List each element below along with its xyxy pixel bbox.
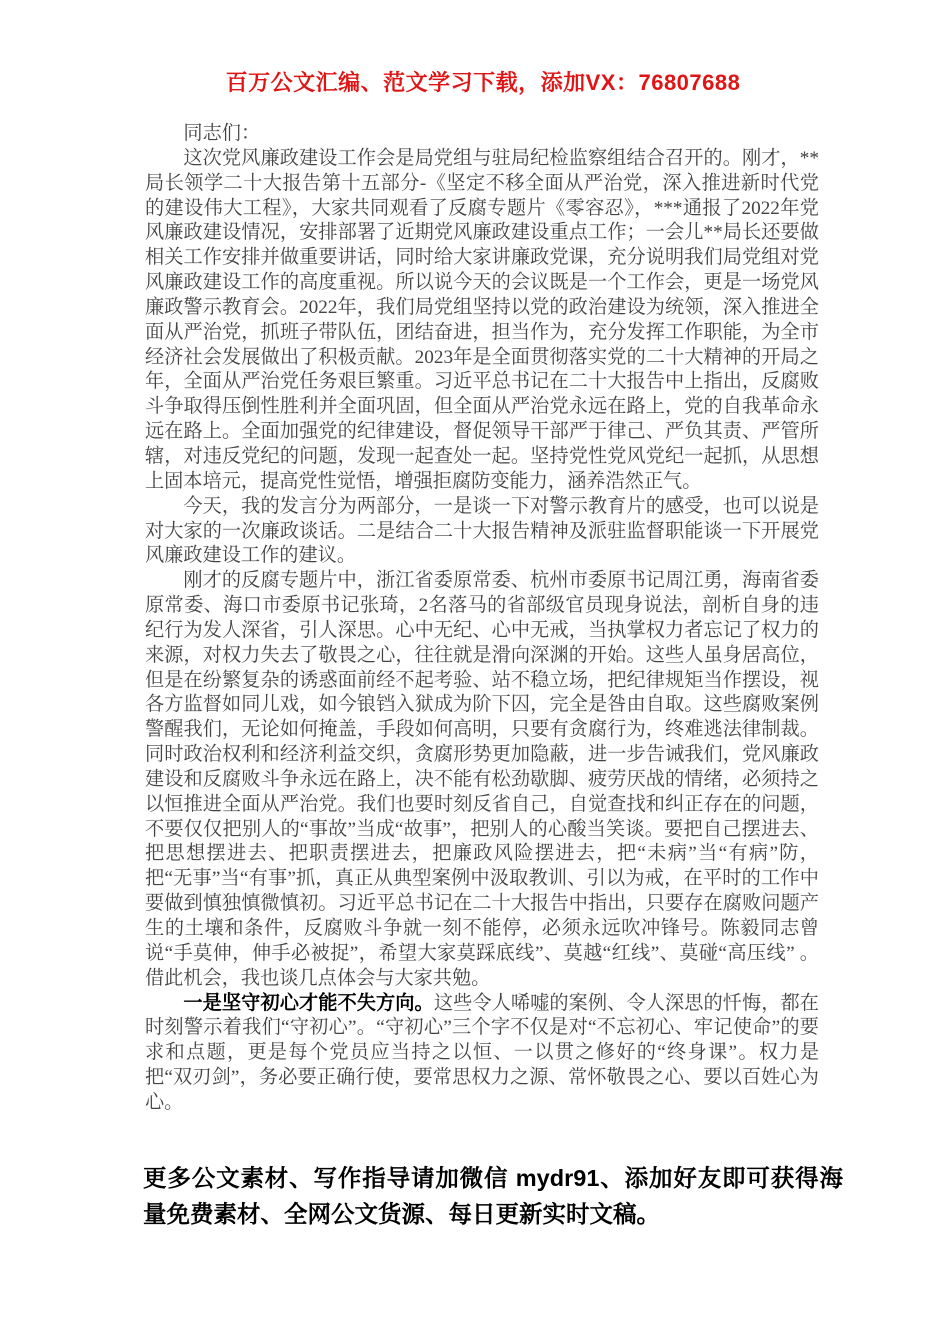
promo-header-text: 百万公文汇编、范文学习下载，添加VX：76807688 [225,70,741,95]
paragraph-text: 刚才的反腐专题片中，浙江省委原常委、杭州市委原书记周江勇，海南省委原常委、海口市委原书记张琦，2名落马的省部级官员现身说法，剖析自身的违纪行为发人深省，引人深思。心中无纪、心中无戒，当执掌权力者忘记了权力的来源，对权力失去了敬畏之心，往往就是滑向深渊的开始。这些人虽身居高位，但是在纷繁复杂的诱惑面前经不起考验、站不稳立场，把纪律规矩当作摆设，视各方监督如同儿戏，如今锒铛入狱成为阶下囚，完全是咎由自取。这些腐败案例警醒我们，无论如何掩盖，手段如何高明，只要有贪腐行为，终难逃法律制裁。同时政治权利和经济利益交织，贪腐形势更加隐蔽，进一步告诫我们，党风廉政建设和反腐败斗争永远在路上，决不能有松劲歇脚、疲劳厌战的情绪，必须持之以恒推进全面从严治党。我们也要时刻反省自己，自觉查找和纠正存在的问题，不要仅仅把别人的“事故”当成“故事”，把别人的心酸当笑谈。要把自己摆进去、把思想摆进去、把职责摆进去，把廉政风险摆进去，把“未病”当“有病”防，把“无事”当“有事”抓，真正从典型案例中汲取教训、引以为戒，在平时的工作中要做到慎独慎微慎初。习近平总书记在二十大报告中指出，只要存在腐败问题产生的土壤和条件，反腐败斗争就一刻不能停，必须永远吹冲锋号。陈毅同志曾说“手莫伸，伸手必被捉”，希望大家莫踩底线”、莫越“红线”、莫碰“高压线” 。借此机会，我也谈几点体会与大家共勉。 [145,570,819,989]
paragraph [145,569,819,991]
paragraph [145,992,819,1116]
paragraph [145,147,819,495]
paragraph-text: 这次党风廉政建设工作会是局党组与驻局纪检监察组结合召开的。刚才，**局长领学二十大报告第十五部分-《坚定不移全面从严治党，深入推进新时代党的建设伟大工程》，大家共同观看了反腐专题片《零容忍》，***通报了2022年党风廉政建设情况，安排部署了近期党风廉政建设重点工作；一会儿**局长还要做相关工作安排并做重要讲话，同时给大家讲廉政党课，充分说明我们局党组对党风廉政建设工作的高度重视。所以说今天的会议既是一个工作会，更是一场党风廉政警示教育会。2022年，我们局党组坚持以党的政治建设为统领，深入推进全面从严治党，抓班子带队伍，团结奋进，担当作为，充分发挥工作职能，为全市经济社会发展做出了积极贡献。2023年是全面贯彻落实党的二十大精神的开局之年，全面从严治党任务艰巨繁重。习近平总书记在二十大报告中上指出，反腐败斗争取得压倒性胜利并全面巩固，但全面从严治党永远在路上，党的自我革命永远在路上。全面加强党的纪律建设，督促领导干部严于律己、严负其责、严管所辖，对违反党纪的问题，发现一起查处一起。坚持党性党风党纪一起抓，从思想上固本培元，提高党性觉悟，增强拒腐防变能力，涵养浩然正气。 [145,147,819,492]
paragraph-bold-lead: 一是坚守初心才能不失方向。 [183,992,434,1014]
paragraph [145,495,819,570]
paragraph-text: 这些令人唏嘘的案例、令人深思的忏悔，都在时刻警示着我们“守初心”。“守初心”三个字不仅是对“不忘初心、牢记使命”的要求和点题，更是每个党员应当持之以恒、一以贯之修好的“终身课”。权力是把“双刃剑”，务必要正确行使，要常思权力之源、常怀敬畏之心、要以百姓心为心。 [145,992,819,1113]
promo-footer-text: 更多公文素材、写作指导请加微信 mydr91、添加好友即可获得海量免费素材、全网公文货源、每日更新实时文稿。 [143,1164,843,1227]
document-body [145,122,819,1116]
paragraph-text: 同志们： [183,123,261,144]
paragraph-text: 今天，我的发言分为两部分，一是谈一下对警示教育片的感受，也可以说是对大家的一次廉政谈话。二是结合二十大报告精神及派驻监督职能谈一下开展党风廉政建设工作的建议。 [145,495,819,567]
paragraph [145,122,819,147]
